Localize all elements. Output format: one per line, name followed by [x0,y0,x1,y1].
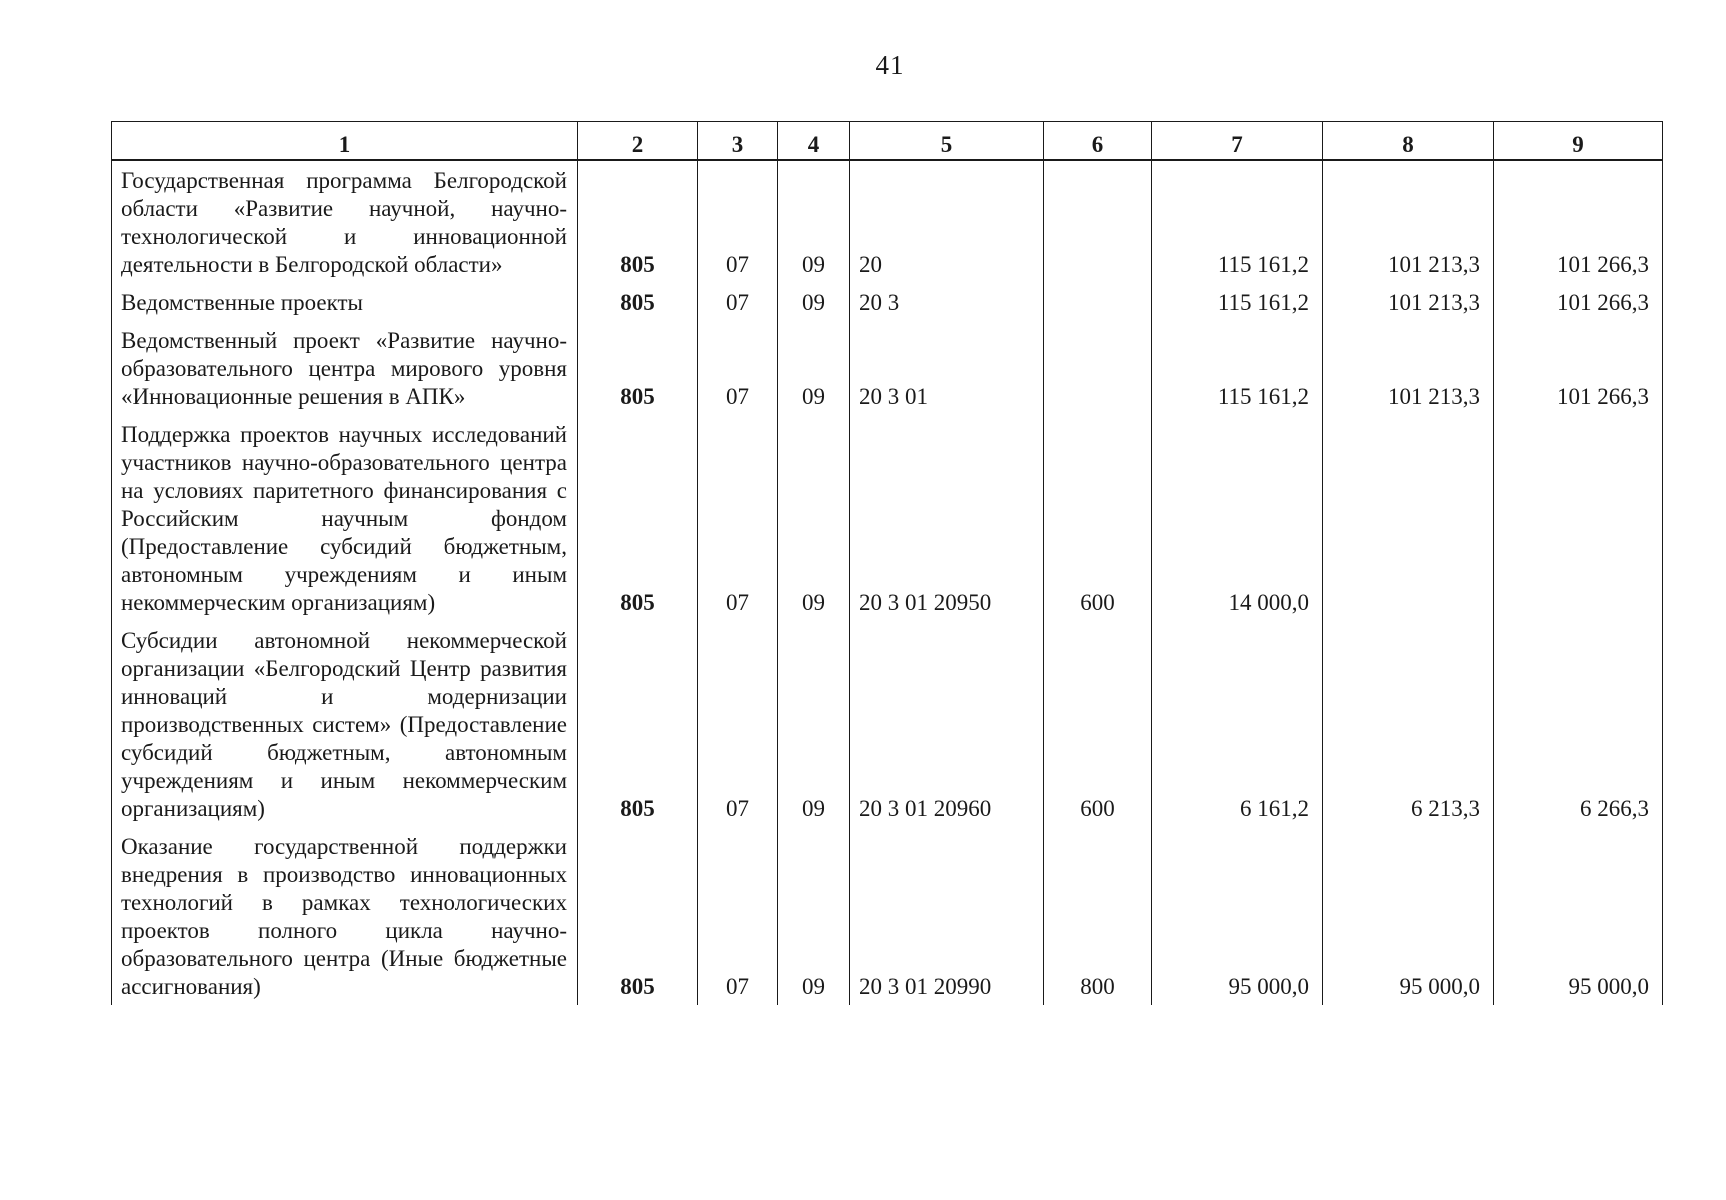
row-section-code: 07 [698,321,778,415]
row-amount-col7: 14 000,0 [1152,415,1323,621]
row-amount-col9: 6 266,3 [1494,621,1663,827]
header-col-6: 6 [1044,122,1152,161]
header-col-4: 4 [778,122,850,161]
row-section-code: 07 [698,283,778,321]
header-col-7: 7 [1152,122,1323,161]
row-amount-col7: 115 161,2 [1152,283,1323,321]
row-expense-type: 600 [1044,621,1152,827]
table-row [112,827,1663,1005]
row-amount-col9: 95 000,0 [1494,827,1663,1005]
header-col-5: 5 [850,122,1044,161]
row-ved-code: 805 [578,621,698,827]
row-name: Государственная программа Белгородской области «Развитие научной, научно-технологической и инновационной деятельности в Белгородской области» [112,160,578,283]
row-section-code: 07 [698,415,778,621]
row-amount-col9: 101 266,3 [1494,160,1663,283]
row-ved-code: 805 [578,283,698,321]
row-amount-col8: 101 213,3 [1323,283,1494,321]
row-target-code: 20 3 01 [850,321,1044,415]
row-target-code: 20 3 01 20960 [850,621,1044,827]
row-section-code: 07 [698,827,778,1005]
row-amount-col7: 6 161,2 [1152,621,1323,827]
table-row [112,621,1663,827]
row-ved-code: 805 [578,827,698,1005]
row-amount-col9 [1494,415,1663,621]
row-amount-col8: 101 213,3 [1323,160,1494,283]
row-amount-col7: 115 161,2 [1152,160,1323,283]
row-amount-col8: 6 213,3 [1323,621,1494,827]
row-target-code: 20 3 01 20990 [850,827,1044,1005]
header-col-9: 9 [1494,122,1663,161]
page-number: 41 [875,50,905,80]
row-amount-col7: 115 161,2 [1152,321,1323,415]
row-ved-code: 805 [578,160,698,283]
budget-table [111,121,1663,1005]
row-subsection-code: 09 [778,160,850,283]
row-target-code: 20 3 01 20950 [850,415,1044,621]
header-col-1: 1 [112,122,578,161]
row-amount-col9: 101 266,3 [1494,283,1663,321]
header-row [112,122,1663,161]
table-row [112,283,1663,321]
row-expense-type [1044,160,1152,283]
row-target-code: 20 3 [850,283,1044,321]
row-subsection-code: 09 [778,621,850,827]
row-expense-type [1044,321,1152,415]
row-subsection-code: 09 [778,827,850,1005]
row-name: Поддержка проектов научных исследований участников научно-образовательного центра на условиях паритетного финансирования с Российским научным фондом (Предоставление субсидий бюджетным, автономным учреждениям и иным некоммерческим организациям) [112,415,578,621]
row-subsection-code: 09 [778,415,850,621]
row-target-code: 20 [850,160,1044,283]
header-col-8: 8 [1323,122,1494,161]
row-ved-code: 805 [578,415,698,621]
row-expense-type: 600 [1044,415,1152,621]
header-col-2: 2 [578,122,698,161]
row-amount-col8: 95 000,0 [1323,827,1494,1005]
row-expense-type [1044,283,1152,321]
row-subsection-code: 09 [778,283,850,321]
row-section-code: 07 [698,621,778,827]
row-subsection-code: 09 [778,321,850,415]
table-row [112,160,1663,283]
row-name: Ведомственные проекты [112,283,578,321]
row-amount-col8 [1323,415,1494,621]
table-row [112,415,1663,621]
row-amount-col7: 95 000,0 [1152,827,1323,1005]
row-expense-type: 800 [1044,827,1152,1005]
row-name: Оказание государственной поддержки внедрения в производство инновационных технологий в рамках технологических проектов полного цикла научно-образовательного центра (Иные бюджетные ассигнования) [112,827,578,1005]
row-section-code: 07 [698,160,778,283]
row-name: Ведомственный проект «Развитие научно-образовательного центра мирового уровня «Инновационные решения в АПК» [112,321,578,415]
table-row [112,321,1663,415]
row-amount-col9: 101 266,3 [1494,321,1663,415]
row-amount-col8: 101 213,3 [1323,321,1494,415]
row-ved-code: 805 [578,321,698,415]
row-name: Субсидии автономной некоммерческой организации «Белгородский Центр развития инноваций и модернизации производственных систем» (Предоставление субсидий бюджетным, автономным учреждениям и иным некоммерческим организациям) [112,621,578,827]
header-col-3: 3 [698,122,778,161]
